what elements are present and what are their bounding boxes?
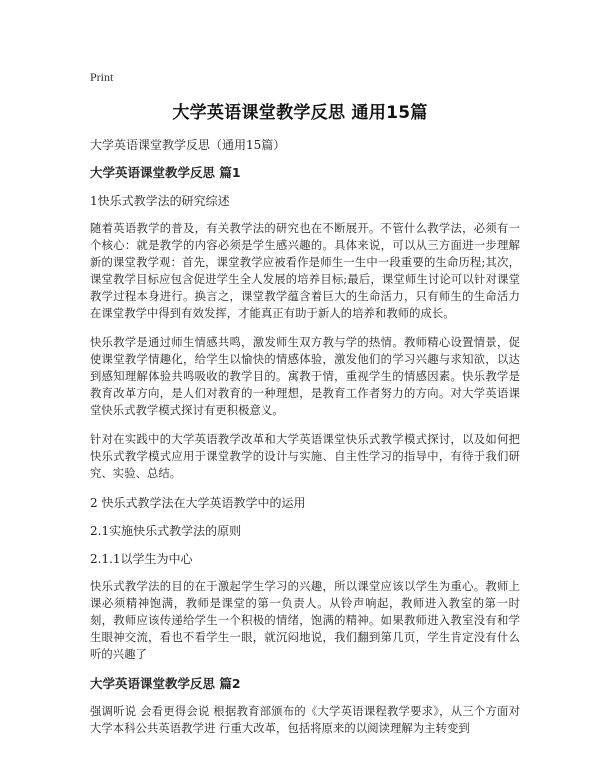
document-body [90,136,520,749]
section-heading: 1快乐式教学法的研究综述 [90,194,230,208]
print-link[interactable]: Print [90,70,114,84]
paragraph: 快乐教学是通过师生情感共鸣，激发师生双方教与学的热情。教师精心设置情景，促使课堂教学情趣化，给学生以愉快的情感体验，激发他们的学习兴趣与求知欲，以达到感知理解体验共鸣吸收的教学目的。寓教于情，重视学生的情感因素。快乐教学是教育改革方向，是人们对教育的一种理想，是教育工作者努力的方向。对大学英语课堂快乐式教学模式探讨有更积极意义。 [90,336,520,417]
paragraph: 随着英语教学的普及，有关教学法的研究也在不断展开。不管什么教学法，必须有一个核心：就是教学的内容必须是学生感兴趣的。具体来说，可以从三方面进一步理解新的课堂教学观：首先，课堂教学应被看作是师生一生中一段重要的生命历程;其次，课堂教学目标应包含促进学生全人发展的培养目标;最后，课堂师生讨论可以针对课堂教学过程本身进行。换言之，课堂教学蕴含着巨大的生命活力，只有师生的生命活力在课堂教学中得到有效发挥，才能真正有助于新人的培养和教师的成长。 [90,222,520,320]
document-title: 大学英语课堂教学反思 通用15篇 [172,103,428,123]
paragraph: 快乐式教学法的目的在于激起学生学习的兴趣，所以课堂应该以学生为重心。教师上课必须精神饱满，教师是课堂的第一负责人。从铃声响起，教师进入教室的第一时刻，教师应该传递给学生一个积极的情绪，饱满的精神。如果教师进入教室没有和学生眼神交流，看也不看学生一眼，就沉闷地说，我们翻到第几页，学生肯定没有什么听的兴趣了 [90,580,520,661]
paragraph: 针对在实践中的大学英语教学改革和大学英语课堂快乐式教学模式探讨，以及如何把快乐式教学模式应用于课堂教学的设计与实施、自主性学习的指导中，有待于我们研究、实验、总结。 [90,433,520,480]
subsubsection-heading: 2.1.1以学生为中心 [90,552,193,566]
document-subtitle: 大学英语课堂教学反思（通用15篇） [90,138,286,152]
article-heading-1: 大学英语课堂教学反思 篇1 [90,165,241,180]
subsection-heading: 2.1实施快乐式教学法的原则 [90,524,242,538]
article-heading-2: 大学英语课堂教学反思 篇2 [90,676,241,691]
section-heading: 2 快乐式教学法在大学英语教学中的运用 [90,496,306,510]
paragraph: 强调听说 会看更得会说 根据教育部颁布的《大学英语课程教学要求》，从三个方面对大学本科公共英语教学进 行重大改革，包括将原来的以阅读理解为主转变到 [90,705,520,735]
